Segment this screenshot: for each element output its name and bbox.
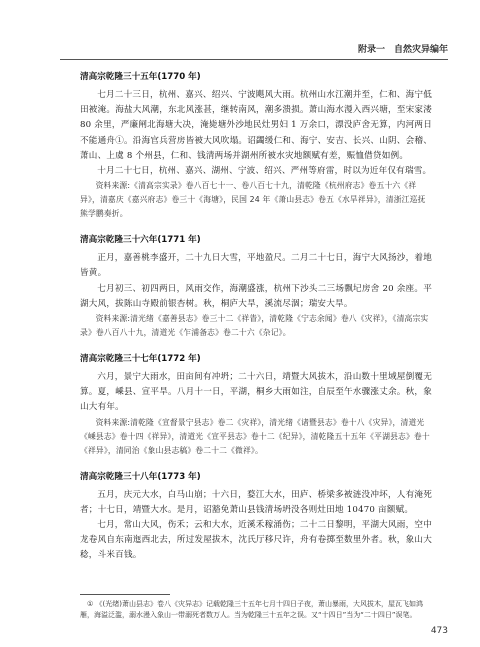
section-title: 清高宗乾隆三十八年(1773 年) bbox=[80, 471, 201, 482]
main-content bbox=[80, 70, 432, 576]
source-note: 资料来源:清乾隆《宣督景宁县志》卷二《灾祥》，清光绪《诸暨县志》卷十八《灾异》，清道光《嵊县志》卷十四《祥异》，清道光《宣平县志》卷十二《纪异》，清乾隆五十五年《平湖县志》卷十《祥异》，清同治《象山县志稿》卷二十二《微祥》。 bbox=[80, 417, 430, 455]
section-1772 bbox=[80, 352, 432, 458]
section-1771 bbox=[80, 233, 432, 340]
paragraph: 七月初三、初四两日，风雨交作，海潮盛涨，杭州下沙头二三场飘圮房舍 20 余座。平湖大风，拔陈山寺殿前银杏树。秋，桐庐大旱，溪流尽涸；瑞安大旱。 bbox=[80, 283, 432, 309]
paragraph: 七月二十三日，杭州、嘉兴、绍兴、宁波飓风大雨。杭州山水江潮并至，仁和、海宁低田被淹。海盐大风潮，东北风涨甚，继转南风，潮多溃损。萧山海水漫入西兴塘，至宋家溇 80 余里，严廉闸北海塘大决，淹毙塘外沙地民灶男妇 1 万余口，漂没庐舍无算，内河两日不能通舟①。沿海官兵营房皆被大风吹塌。诏蠲缓仁和、海宁、安吉、长兴、山阴、会稽、萧山、上虞 8 个州县，仁和、钱清两场并湖州所被水灾地额赋有差，赈恤借贷如例。 bbox=[80, 90, 432, 161]
section-1773 bbox=[80, 470, 432, 564]
paragraph: 六月，景宁大雨水，田亩间有冲坍；二十六日，靖暨大风拔木，沿山数十里域屋倒覆无算。夏，嵊县、宣平旱。八月十一日，平湖，桐乡大雨如注，自辰至午水骤涨丈余。秋，象山大有年。 bbox=[80, 372, 432, 413]
page-number: 473 bbox=[430, 626, 448, 636]
section-title: 清高宗乾隆三十六年(1771 年) bbox=[80, 235, 201, 246]
footnote-divider bbox=[80, 594, 170, 595]
paragraph: 五月，庆元大水，白马山崩；十六日，婺江大水，田庐、桥梁多被涟没冲坏，人有淹死者；十七日，靖暨大水。是月，诏豁免萧山县钱清场坍没各则灶田地 10470 亩额赋。 bbox=[80, 489, 432, 515]
source-note: 资料来源:清光绪《嘉善县志》卷三十二《祥眚》，清乾隆《宁志余闻》卷八《灾祥》，《清高宗实录》卷八百八十九，清道光《乍浦备志》卷二十六《杂记》。 bbox=[80, 314, 429, 338]
section-title: 清高宗乾隆三十五年(1770 年) bbox=[80, 72, 201, 82]
paragraph: 正月，嘉善桃李盛开，二十九日大雪，平地盈尺。二月二十七日，海宁大风扬沙，着地皆黄。 bbox=[80, 253, 432, 279]
paragraph: 十月二十七日，杭州、嘉兴、湖州、宁波、绍兴、严州等府雷，时以为近年仅有瑞雪。 bbox=[97, 166, 432, 177]
footnote: ① 《(光绪)萧山县志》卷八《灾异志》记载乾隆三十五年七月十四日子夜，萧山暴雨，大风拔木，屋瓦飞如鸿雁，海溢泛滥，溺水漫入象山一带溺死者数万人。当为乾隆三十五年之误。又“十四日”当为“二十四日”误笔。 bbox=[80, 600, 423, 619]
running-header: 附录一 自然灾异编年 bbox=[60, 42, 448, 60]
section-title: 清高宗乾隆三十七年(1772 年) bbox=[80, 354, 201, 365]
source-note: 资料来源:《清高宗实录》卷八百七十一、卷八百七十九，清乾隆《杭州府志》卷五十六《祥异》，清嘉庆《嘉兴府志》卷三十《海塘》，民国 24 年《萧山县志》卷五《水旱祥异》，清浙江巡抚熊学鹏奏折。 bbox=[80, 181, 426, 219]
section-1770 bbox=[80, 70, 432, 221]
paragraph: 七月，常山大风，伤禾；云和大水，近溪禾稼涌伤；二十二日黎明，平湖大风雨，空中龙卷风自东南迤西北去，所过发屋拔木，沈氏厅移尺许，舟有卷掷至数里外者。秋，象山大稔，斗米百钱。 bbox=[80, 520, 432, 561]
